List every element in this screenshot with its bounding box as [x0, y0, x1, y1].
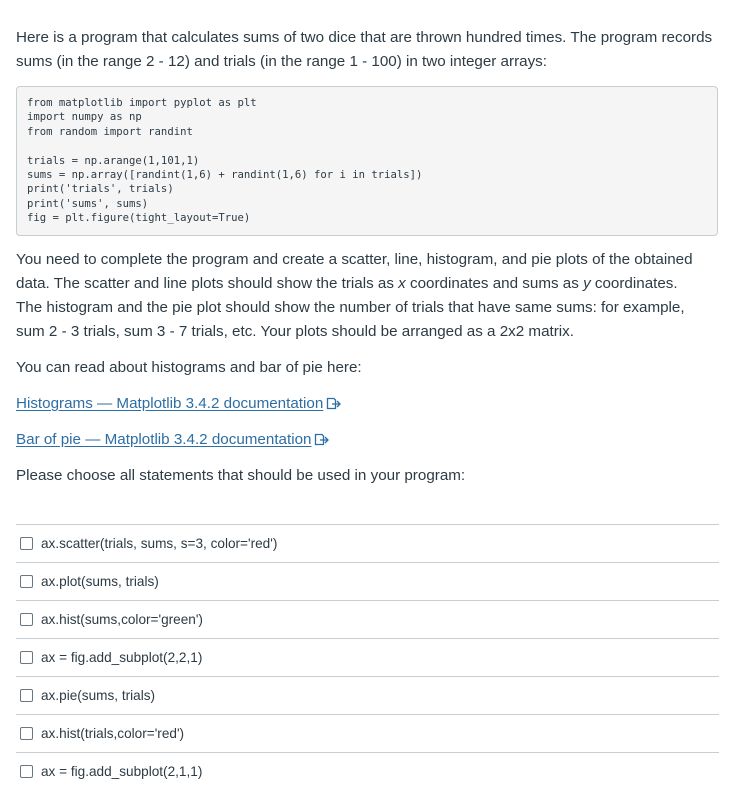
checkbox[interactable]: [20, 613, 33, 626]
code-line: sums = np.array([randint(1,6) + randint(1,6) for i in trials]): [27, 169, 423, 182]
checkbox[interactable]: [20, 651, 33, 664]
intro-text: Here is a program that calculates sums of two dice that are thrown hundred times. The program records sums (in the range 2 - 12) and trials (in the range 1 - 100) in two integer arrays:: [16, 29, 713, 70]
bar-of-pie-link[interactable]: [16, 428, 330, 452]
code-line: print('sums', sums): [27, 197, 149, 210]
answer-label: ax.plot(sums, trials): [41, 574, 159, 589]
answer-label: ax.pie(sums, trials): [41, 688, 156, 703]
code-line: from matplotlib import pyplot as plt: [27, 97, 257, 109]
code-block: [16, 86, 718, 236]
external-link-icon: [314, 433, 330, 446]
checkbox[interactable]: [20, 727, 33, 740]
code-line: fig = plt.figure(tight_layout=True): [27, 212, 251, 225]
answer-option[interactable]: [16, 600, 719, 638]
task-line: The histogram and the pie plot should show the number of trials that have same sums: for example,: [16, 299, 685, 316]
checkbox[interactable]: [20, 575, 33, 588]
answer-option[interactable]: [16, 524, 719, 562]
checkbox[interactable]: [20, 537, 33, 550]
external-link-icon: [326, 397, 342, 410]
answer-option[interactable]: [16, 714, 719, 752]
answer-option[interactable]: [16, 562, 719, 600]
prompt-text: Please choose all statements that should be used in your program:: [16, 467, 466, 484]
answer-label: ax.scatter(trials, sums, s=3, color='red'): [41, 536, 278, 551]
bar-of-pie-link-label: Bar of pie — Matplotlib 3.4.2 documentation: [16, 431, 312, 448]
answer-option[interactable]: [16, 752, 719, 790]
task-text: [16, 248, 716, 344]
task-line: You need to complete the program and create a scatter, line, histogram, and pie plots of the obtained: [16, 251, 693, 268]
histograms-link[interactable]: [16, 392, 342, 416]
code-line: import numpy as np: [27, 111, 142, 124]
answer-label: ax = fig.add_subplot(2,2,1): [41, 650, 203, 665]
checkbox[interactable]: [20, 765, 33, 778]
answer-label: ax = fig.add_subplot(2,1,1): [41, 764, 203, 779]
code-line: from random import randint: [27, 125, 193, 138]
answer-label: ax.hist(trials,color='red'): [41, 726, 185, 741]
answer-label: ax.hist(sums,color='green'): [41, 612, 203, 627]
checkbox[interactable]: [20, 689, 33, 702]
answer-list: [16, 524, 719, 790]
histograms-link-label: Histograms — Matplotlib 3.4.2 documentation: [16, 395, 324, 412]
code-line: print('trials', trials): [27, 183, 174, 196]
code-line: trials = np.arange(1,101,1): [27, 154, 200, 167]
task-line: data. The scatter and line plots should show the trials as x coordinates and sums as y coordinates.: [16, 275, 678, 292]
read-about-text: You can read about histograms and bar of pie here:: [16, 359, 362, 376]
answer-option[interactable]: [16, 676, 719, 714]
task-line: sum 2 - 3 trials, sum 3 - 7 trials, etc. Your plots should be arranged as a 2x2 matrix.: [16, 323, 574, 340]
answer-option[interactable]: [16, 638, 719, 676]
